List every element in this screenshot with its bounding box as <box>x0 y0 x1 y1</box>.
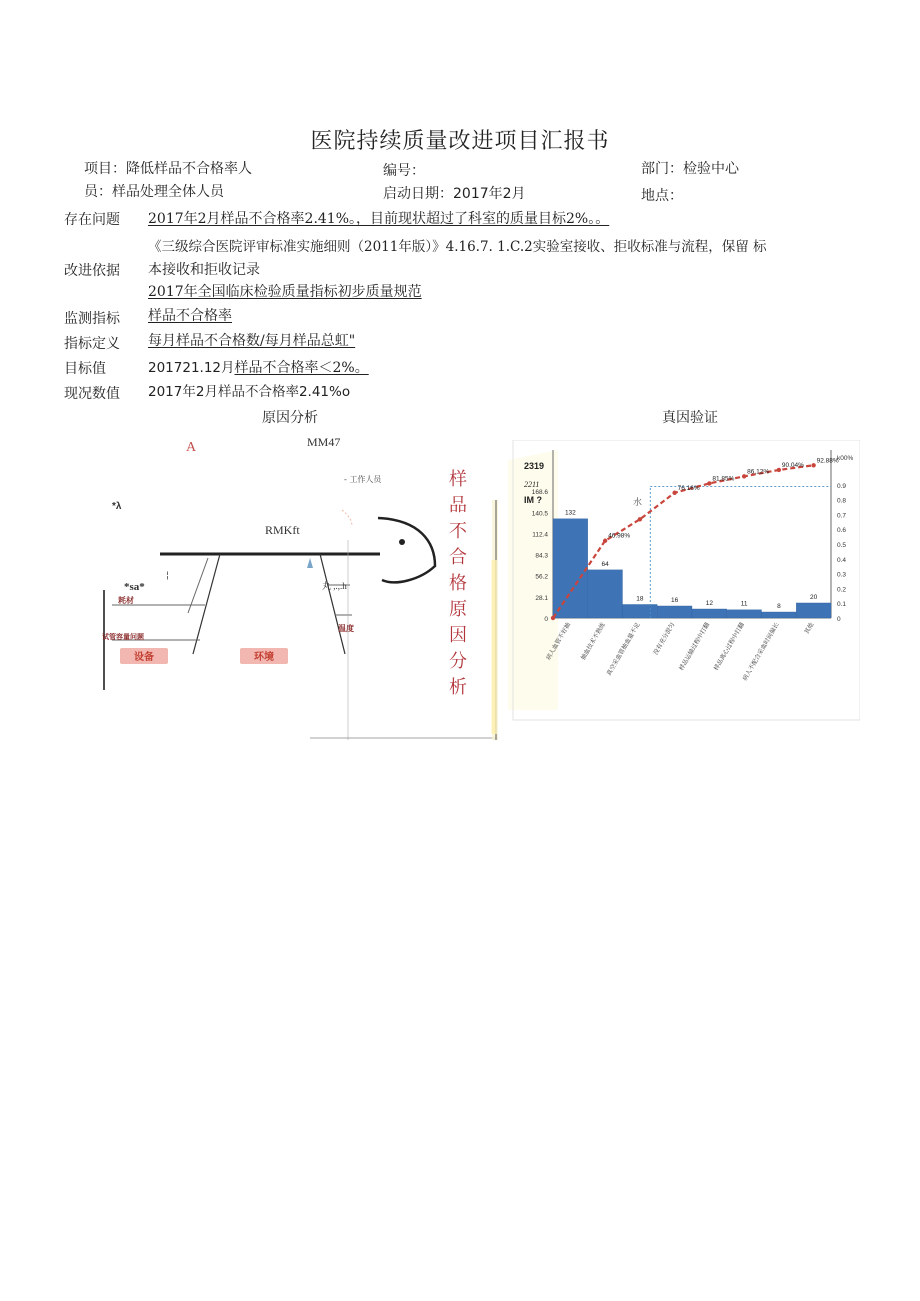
mark-star: *λ <box>112 501 122 512</box>
problem-label: 存在问题 <box>64 212 120 228</box>
basis-line-1: 《三级综合医院评审标准实施细则（2011年版）》4.16.7. 1.C.2实验室接收、拒收标准与流程，保留 标 <box>148 239 767 255</box>
category-label: 没有充分混匀 <box>652 621 677 657</box>
vt-7: 因 <box>449 625 467 646</box>
cumulative-label: 90.04% <box>781 461 804 469</box>
right-tick-label: 0 <box>837 616 841 623</box>
left-tick-label: 0 <box>544 616 548 623</box>
bone-environment <box>320 554 345 654</box>
right-tick-label: 0.8 <box>837 497 847 505</box>
fish-eye <box>399 539 405 545</box>
header-label-2: 2211 <box>524 480 540 489</box>
right-tick-label: 0.6 <box>837 527 847 535</box>
cumulative-label: 81.85% <box>712 475 735 483</box>
bar-value-label: 18 <box>636 595 644 603</box>
label-environment: 环境 <box>254 652 274 663</box>
bone-equipment <box>193 554 220 654</box>
bar-8 <box>796 603 831 618</box>
category-label: 抽血技术不熟练 <box>579 621 607 662</box>
bar-2 <box>588 570 623 618</box>
target-value: 样品不合格率＜2%。 <box>234 360 369 376</box>
monitor-value: 样品不合格率 <box>148 308 232 324</box>
current-value: 2017年2月样品不合格率2.41%o <box>148 384 351 400</box>
right-top-label: k00% <box>837 455 854 462</box>
basis-label: 改进依据 <box>64 263 120 279</box>
current-label: 现况数值 <box>64 386 120 402</box>
define-label: 指标定义 <box>64 336 120 352</box>
left-tick-label: 112.4 <box>532 531 548 539</box>
label-x: 丸 ,.,.h <box>322 581 347 591</box>
number-label: 编号： <box>383 163 425 179</box>
start-date: 启动日期：2017年2月 <box>383 186 526 202</box>
problem-value: 2017年2月样品不合格率2.41%。，目前现状超过了科室的质量目标2%。。 <box>148 211 610 227</box>
target-prefix: 201721.12月 <box>148 360 235 376</box>
page-title: 医院持续质量改进项目汇报书 <box>310 129 610 154</box>
cumulative-point <box>777 468 781 472</box>
bar-value-label: 16 <box>671 596 679 604</box>
right-tick-label: 0.4 <box>837 556 847 564</box>
target-label: 目标值 <box>64 361 106 377</box>
right-tick-label: 0.1 <box>837 601 847 609</box>
right-tick-label: 0.9 <box>837 482 847 490</box>
header-label-1: 2319 <box>524 461 545 471</box>
target-line <box>148 356 369 377</box>
left-tick-label: 168.6 <box>531 489 548 497</box>
bar-6 <box>727 610 762 618</box>
cumulative-point <box>811 463 815 467</box>
location-label: 地点： <box>641 188 683 204</box>
vt-9: 析 <box>449 677 467 698</box>
basis-line-2: 本接收和拒收记录 <box>148 262 260 278</box>
bar-3 <box>623 604 658 618</box>
fish-head <box>378 518 435 582</box>
category-label: 其他 <box>803 621 816 636</box>
left-tick-label: 84.3 <box>535 552 548 560</box>
bar-7 <box>762 612 797 618</box>
cumulative-point <box>707 481 711 485</box>
basis-line-3: 2017年全国临床检验质量指标初步质量规范 <box>148 284 422 300</box>
label-material: 耗材 <box>118 596 134 605</box>
vt-1: 样 <box>449 469 467 490</box>
vt-6: 原 <box>449 599 467 620</box>
vt-4: 合 <box>449 547 467 568</box>
category-label: 真空采血管抽血量不足 <box>605 621 642 677</box>
left-tick-label: 56.2 <box>535 573 548 581</box>
mark-sa: *sa* <box>124 581 145 593</box>
fishbone-diagram <box>90 430 500 740</box>
cumulative-label: 86.12% <box>747 468 770 476</box>
bar-1 <box>553 519 588 618</box>
bar-value-label: 64 <box>601 560 609 568</box>
category-label: 病人不配合采血时间偏长 <box>741 621 781 683</box>
right-tick-label: 0.7 <box>837 512 847 520</box>
cause-heading: 原因分析 <box>262 410 318 426</box>
bar-value-label: 8 <box>777 602 781 610</box>
spine-marker <box>307 558 313 568</box>
bar-value-label: 20 <box>810 593 818 601</box>
verify-heading: 真因验证 <box>662 410 718 426</box>
category-label: 病人血管不好抽 <box>545 621 573 662</box>
mark-bar: ¦ <box>166 571 170 581</box>
define-value: 每月样品不合格数/每月样品总虹" <box>148 333 356 349</box>
label-worker: - 工作人员 <box>344 475 382 484</box>
worker-arc <box>342 510 352 526</box>
bar-value-label: 132 <box>564 509 576 517</box>
mark-rmk: RMKft <box>265 523 300 537</box>
bar-value-label: 12 <box>705 599 713 607</box>
cumulative-point <box>672 491 676 495</box>
project-name: 项目：降低样品不合格率人 <box>84 161 252 177</box>
cumulative-point <box>603 539 607 543</box>
category-label: 样品离心过程中打翻 <box>712 621 746 672</box>
vt-2: 品 <box>449 495 467 516</box>
bar-value-label: 11 <box>740 600 748 608</box>
vt-8: 分 <box>449 651 467 672</box>
cumulative-label: 92.88% <box>816 457 839 465</box>
project-members: 员：样品处理全体人员 <box>84 184 224 200</box>
right-tick-label: 0.2 <box>837 586 847 594</box>
label-temp: 温度 <box>338 624 354 633</box>
header-label-3: IM ? <box>524 495 542 505</box>
label-tube: 试管容量问题 <box>102 633 144 641</box>
monitor-label: 监测指标 <box>64 311 120 327</box>
label-equipment: 设备 <box>134 652 154 663</box>
department: 部门：检验中心 <box>641 161 739 177</box>
bar-5 <box>692 609 727 618</box>
bar-4 <box>657 606 692 618</box>
vertical-title-group <box>449 469 467 698</box>
right-tick-label: 0.3 <box>837 571 847 579</box>
mark-mm: MM47 <box>307 435 341 449</box>
vt-3: 不 <box>449 521 467 542</box>
category-label: 样品运输过程中打翻 <box>678 621 712 672</box>
cumulative-point <box>742 474 746 478</box>
cumulative-point <box>638 517 642 521</box>
right-tick-label: 0.5 <box>837 542 847 549</box>
left-tick-label: 28.1 <box>535 594 548 602</box>
cumulative-label: 46.98% <box>608 532 631 540</box>
mid-note: 水 <box>633 497 643 507</box>
vt-5: 格 <box>449 573 467 594</box>
pareto-chart <box>498 440 860 740</box>
left-tick-label: 140.5 <box>531 510 548 518</box>
mark-a: A <box>186 440 197 455</box>
cumulative-label: 76.16% <box>677 484 700 492</box>
cumulative-point <box>551 616 555 620</box>
